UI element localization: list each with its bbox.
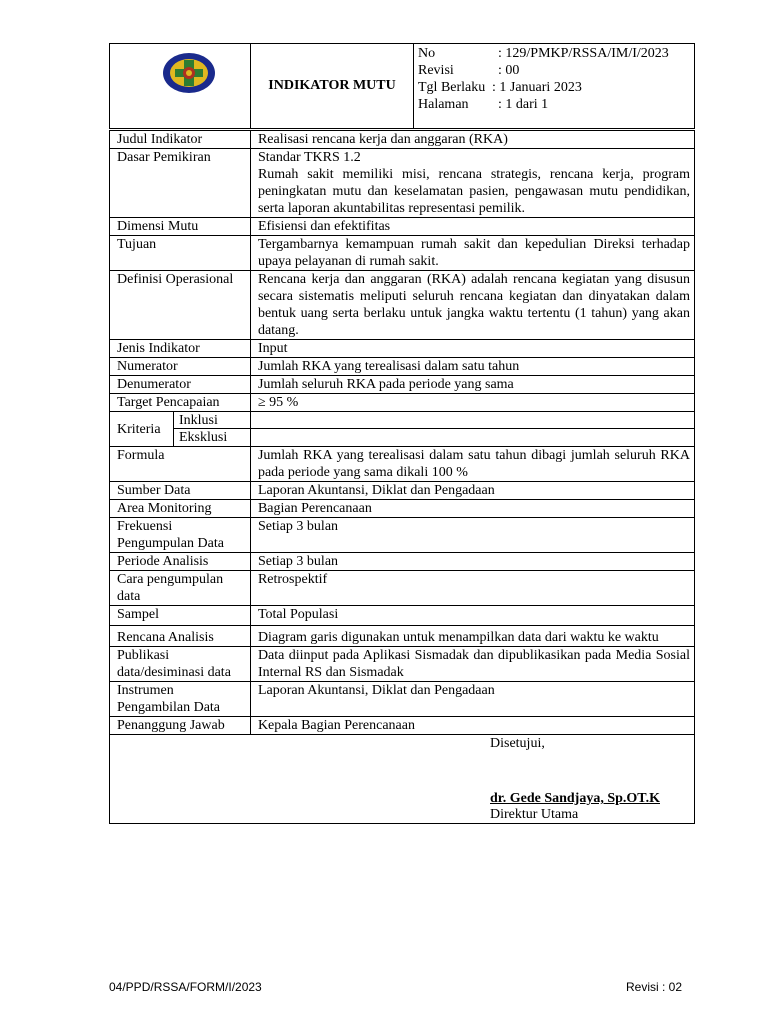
table-row [110,626,695,647]
row-label: Target Pencapaian [110,394,251,412]
signature-row [110,735,695,824]
kriteria-value-cell [250,412,694,447]
row-value: Setiap 3 bulan [250,518,694,553]
row-label: Frekuensi Pengumpulan Data [110,518,251,553]
eksklusi-value [251,429,694,446]
document-title: INDIKATOR MUTU [251,44,414,128]
table-row [110,717,695,735]
table-row [110,682,695,717]
kriteria-inklusi: Inklusi [174,412,250,429]
row-label: Rencana Analisis [110,626,251,647]
table-row [110,482,695,500]
meta-row-no [414,45,694,62]
row-label: Cara pengumpulan data [110,571,251,606]
meta-value: : 129/PMKP/RSSA/IM/I/2023 [498,46,669,61]
hospital-logo-icon [162,52,216,94]
meta-value: : 1 dari 1 [498,97,549,112]
inklusi-value [251,412,694,429]
table-row [110,500,695,518]
row-value: Retrospektif [250,571,694,606]
row-label: Sampel [110,606,251,626]
row-value: Jumlah RKA yang terealisasi dalam satu tahun [250,358,694,376]
meta-row-tgl [414,79,694,96]
table-row [110,412,695,447]
table-row [110,131,695,149]
logo-cell [110,44,251,128]
row-value: Laporan Akuntansi, Diklat dan Pengadaan [250,482,694,500]
row-value: ≥ 95 % [250,394,694,412]
row-value: Kepala Bagian Perencanaan [250,717,694,735]
meta-row-revisi [414,62,694,79]
row-label: Instrumen Pengambilan Data [110,682,251,717]
table-row [110,606,695,626]
meta-key: Revisi [418,63,454,78]
table-row [110,647,695,682]
row-label: Dasar Pemikiran [110,149,251,218]
row-value: Rencana kerja dan anggaran (RKA) adalah rencana kegiatan yang disusun secara sistematis meliputi seluruh rencana kegiatan dan dinyatakan dalam bentuk uang serta berlaku untuk jangka waktu tertentu (1 tahun) yang akan datang. [250,271,694,340]
signature-cell [110,735,695,824]
row-value: Total Populasi [250,606,694,626]
row-value: Input [250,340,694,358]
meta-key: Tgl Berlaku [418,80,486,95]
kriteria-eksklusi: Eksklusi [179,430,228,445]
row-label: Definisi Operasional [110,271,251,340]
row-value: Laporan Akuntansi, Diklat dan Pengadaan [250,682,694,717]
table-row [110,236,695,271]
row-value: Jumlah RKA yang terealisasi dalam satu tahun dibagi jumlah seluruh RKA pada periode yang sama dikali 100 % [250,447,694,482]
row-label: Area Monitoring [110,500,251,518]
row-value: Data diinput pada Aplikasi Sismadak dan dipublikasikan pada Media Sosial Internal RS dan Sismadak [250,647,694,682]
meta-row-halaman [414,96,694,113]
table-row [110,271,695,340]
row-label: Sumber Data [110,482,251,500]
kriteria-label: Kriteria [110,412,174,446]
signature-block [110,735,694,823]
dasar-standard: Standar TKRS 1.2 [257,150,361,165]
row-value: Tergambarnya kemampuan rumah sakit dan kepedulian Direksi terhadap upaya pelayanan di rumah sakit. [250,236,694,271]
row-label: Denumerator [110,376,251,394]
footer-revision: Revisi : 02 [626,980,683,994]
table-row [110,394,695,412]
table-row [110,218,695,236]
row-label: Publikasi data/desiminasi data [110,647,251,682]
table-row [110,553,695,571]
table-row [110,340,695,358]
table-row [110,571,695,606]
row-label: Numerator [110,358,251,376]
row-value: Efisiensi dan efektifitas [250,218,694,236]
row-value: Diagram garis digunakan untuk menampilkan data dari waktu ke waktu [250,626,694,647]
row-value: Setiap 3 bulan [250,553,694,571]
row-label: Formula [110,447,251,482]
table-row [110,376,695,394]
meta-value: : 00 [498,63,520,78]
document-meta [414,44,694,129]
row-label: Jenis Indikator [110,340,251,358]
indicator-table [109,130,695,824]
dasar-description: Rumah sakit memiliki misi, rencana strategis, rencana kerja, program peningkatan mutu dan keselamatan pasien, pengawasan mutu pendidikan, serta laporan akuntabilitas representasi pemilik. [257,167,690,216]
row-label: Penanggung Jawab [110,717,251,735]
meta-key: Halaman [418,97,469,112]
approval-label: Disetujui, [490,736,545,751]
footer-form-code: 04/PPD/RSSA/FORM/I/2023 [109,980,262,994]
logo-text [110,44,111,45]
row-label: Dimensi Mutu [110,218,251,236]
row-value: Bagian Perencanaan [250,500,694,518]
meta-key: No [418,46,436,61]
table-row [110,358,695,376]
row-value [250,149,694,218]
signatory-position: Direktur Utama [490,807,579,822]
row-value: Realisasi rencana kerja dan anggaran (RKA) [250,131,694,149]
table-row [110,518,695,553]
row-value: Jumlah seluruh RKA pada periode yang sama [250,376,694,394]
kriteria-cell [110,412,251,447]
row-label: Periode Analisis [110,553,251,571]
row-label: Tujuan [110,236,251,271]
document-header [109,43,695,129]
row-label: Judul Indikator [110,131,251,149]
signatory-name: dr. Gede Sandjaya, Sp.OT.K [490,791,660,806]
table-row [110,447,695,482]
meta-value: : 1 Januari 2023 [492,80,582,95]
table-row [110,149,695,218]
